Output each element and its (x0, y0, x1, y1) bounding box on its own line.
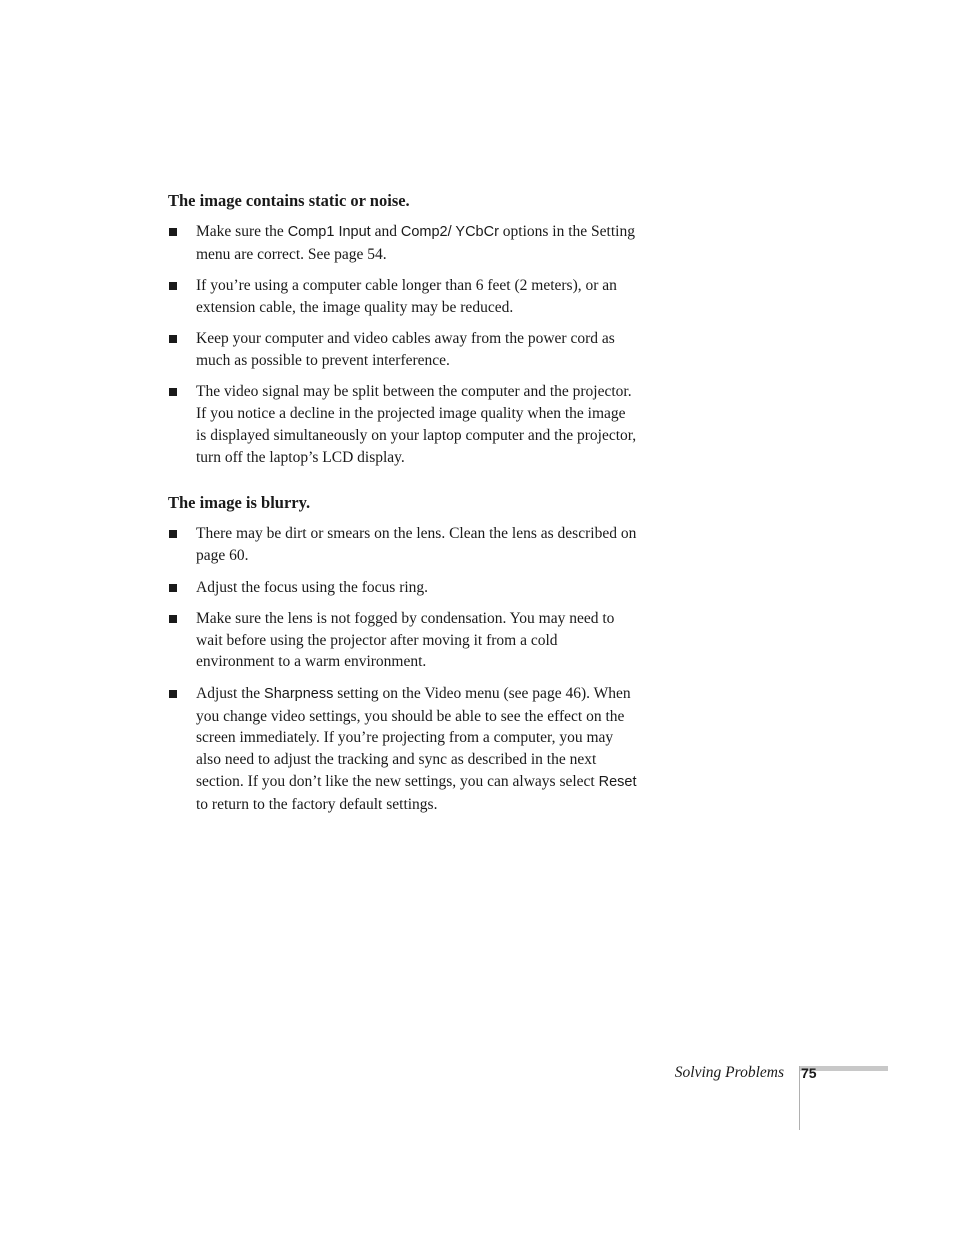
square-bullet-icon (169, 228, 177, 236)
item-text: Adjust the (196, 684, 265, 702)
square-bullet-icon (169, 615, 177, 623)
list-item (168, 523, 638, 567)
square-bullet-icon (169, 335, 177, 343)
menu-term-sharpness: Sharpness (264, 685, 334, 702)
menu-term-reset: Reset (598, 773, 637, 790)
list-item (168, 683, 638, 816)
list-item (168, 577, 638, 599)
list-item (168, 275, 638, 319)
square-bullet-icon (169, 388, 177, 396)
static-noise-list (168, 221, 638, 468)
item-text: options in the Setting menu are correct. See page 54. (196, 223, 635, 263)
footer-section-label: Solving Problems (674, 1064, 784, 1081)
item-text: If you’re using a computer cable longer than 6 feet (2 meters), or an extension cable, the image quality may be reduced. (196, 277, 617, 316)
square-bullet-icon (169, 530, 177, 538)
item-text: There may be dirt or smears on the lens. Clean the lens as described on page 60. (196, 525, 637, 565)
item-text: to return to the factory default settings. (196, 795, 438, 813)
section-heading-static-noise: The image contains static or noise. (168, 191, 410, 210)
page-number: 75 (801, 1065, 817, 1081)
item-text: Make sure the lens is not fogged by condensation. You may need to wait before using the projector after moving it from a cold environment to a warm environment. (196, 609, 615, 671)
item-text: Adjust the focus using the focus ring. (196, 578, 429, 596)
square-bullet-icon (169, 584, 177, 592)
list-item (168, 608, 638, 673)
list-item (168, 221, 638, 266)
menu-term-comp1-input: Comp1 Input (287, 224, 371, 240)
footer-divider (799, 1066, 800, 1130)
list-item (168, 381, 638, 468)
item-text: Keep your computer and video cables away from the power cord as much as possible to prevent interference. (196, 330, 615, 369)
item-text: and (370, 223, 401, 240)
page-content (168, 190, 638, 825)
square-bullet-icon (169, 690, 177, 698)
item-text: setting on the Video menu (see page 46). When you change video settings, you should be able to see the effect on the screen immediately. If you’re projecting from a computer, you may also need to adjust the tracking and sync as described in the next section. If you don’t like the new settings, you can always select (196, 684, 631, 790)
list-item (168, 328, 638, 372)
menu-term-comp2-ycbcr: Comp2/ YCbCr (400, 224, 499, 240)
section-heading-blurry: The image is blurry. (168, 493, 311, 513)
blurry-list (168, 523, 638, 815)
square-bullet-icon (169, 282, 177, 290)
item-text: Make sure the (196, 223, 288, 240)
item-text: The video signal may be split between the computer and the projector. If you notice a decline in the projected image quality when the image is displayed simultaneously on your laptop computer and the projector, turn off the laptop’s LCD display. (196, 383, 637, 466)
